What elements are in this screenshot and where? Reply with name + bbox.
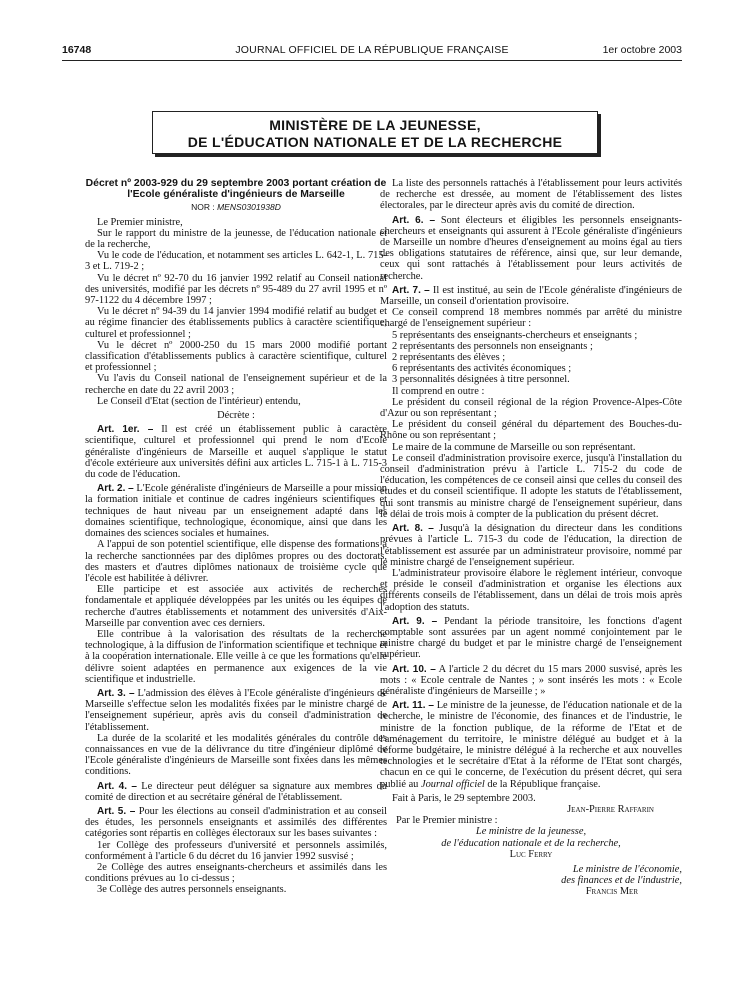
- article-3: [85, 688, 387, 733]
- done-at: Fait à Paris, le 29 septembre 2003.: [392, 792, 536, 804]
- signature-minister: Luc Ferry: [509, 848, 553, 860]
- minister-title: des finances et de l'industrie,: [561, 875, 682, 887]
- left-column: [85, 178, 387, 896]
- list-item: 2 représentants des élèves ;: [392, 352, 506, 364]
- article-4: [85, 781, 387, 803]
- visa: Vu le décret nº 92-70 du 16 janvier 1992 relatif au Conseil national des universités, modifié par les décrets nº 95-489 du 27 avril 1995 et nº 97-1122 du 4 décembre 1997 ;: [85, 272, 387, 307]
- right-column: [380, 178, 682, 898]
- paragraph: Elle participe et est associée aux activités de recherches fondamentale et appliquée développées par les unités ou les équipes de recherche d'autres établissements et notamment des universités d'Aix-Marseille par convention avec ces derniers.: [85, 584, 387, 629]
- article-text: L'admission des élèves à l'Ecole généraliste d'ingénieurs de Marseille s'effectue selon les modalités fixées par le ministre chargé de l'enseignement supérieur, après avis du conseil d'administration de l'établissement.: [85, 687, 387, 733]
- article-text: Jusqu'à la désignation du directeur dans les conditions prévues à l'article L. 715-3 du code de l'éducation, la direction de l'établissement est assurée par un administrateur provisoire, nommé par le ministre chargé de l'enseignement supérieur.: [380, 523, 683, 568]
- article-label: Art. 9. –: [392, 615, 438, 627]
- nor-code: MENS0301938D: [217, 202, 281, 213]
- article-text-end: de la République française.: [487, 778, 601, 790]
- ministry-line-1: MINISTÈRE DE LA JEUNESSE,: [269, 117, 481, 133]
- article-label: Art. 10. –: [392, 663, 436, 675]
- article-label: Art. 8. –: [392, 523, 434, 535]
- ministry-line-2: DE L'ÉDUCATION NATIONALE ET DE LA RECHERCHE: [187, 134, 563, 150]
- article-text: A l'article 2 du décret du 15 mars 2000 susvisé, après les mots : « Ecole centrale de Nantes ; » sont insérés les mots : « Ecole généraliste d'ingénieurs de Marseille ; »: [380, 663, 683, 697]
- article-label: Art. 4. –: [97, 780, 137, 792]
- visa: Vu le code de l'éducation, et notamment ses articles L. 642-1, L. 715-3 et L. 719-2 ;: [85, 250, 387, 273]
- article-2: [85, 483, 387, 539]
- journal-title: JOURNAL OFFICIEL DE LA RÉPUBLIQUE FRANÇAISE: [235, 44, 509, 56]
- article-text: Pendant la période transitoire, les fonctions d'agent comptable sont assurées par un agent nommé conjointement par le ministre chargé du budget et par le ministre chargé de l'enseignement supérieur.: [380, 615, 682, 661]
- minister-title: Le ministre de la jeunesse,: [475, 826, 587, 838]
- article-text: Il est institué, au sein de l'Ecole généraliste d'ingénieurs de Marseille, un conseil d'orientation provisoire.: [380, 284, 682, 308]
- page-header: [62, 44, 682, 60]
- intro: Le Premier ministre,: [97, 216, 183, 228]
- article-text: Sont électeurs et éligibles les personnels enseignants-chercheurs et enseignants qui assurent à l'Ecole généraliste d'ingénieurs de Marseille un nombre d'heures d'enseignement au moins égal au tiers des obligations statutaires de référence, ainsi que, sur leur demande, ceux qui sont rattachés à l'établissement pour leurs activités de recherche.: [380, 214, 683, 282]
- article-label: Art. 1er. –: [97, 424, 154, 436]
- article-10: [380, 664, 682, 698]
- article-9: [380, 616, 682, 661]
- decrete-heading: Décrète :: [217, 410, 255, 422]
- visa: Le Conseil d'Etat (section de l'intérieur) entendu,: [97, 395, 301, 407]
- journal-name: Journal officiel: [421, 778, 485, 790]
- article-label: Art. 5. –: [97, 805, 136, 817]
- header-rule: [62, 60, 682, 61]
- article-text: Pour les élections au conseil d'administration et au conseil des études, les personnels enseignants et assimilés des différentes catégories sont répartis en collèges électoraux sur les bases suivantes :: [85, 805, 388, 840]
- paragraph: Le président du conseil régional de la région Provence-Alpes-Côte d'Azur ou son représentant ;: [380, 396, 682, 420]
- article-text: L'Ecole généraliste d'ingénieurs de Marseille a pour mission la formation initiale et continue de cadres ingénieurs scientifiques et techniques de haut niveau par un enseignement adapté dans les domaines scientifique, technologique, économique, ainsi que dans les domaines des sciences sociales et humaines.: [85, 483, 387, 540]
- visa: Vu le décret nº 94-39 du 14 janvier 1994 modifié relatif au budget et au régime financier des établissements publics à caractère scientifique, culturel et professionnel ;: [85, 306, 387, 340]
- page-number: 16748: [62, 44, 92, 56]
- visa: Vu l'avis du Conseil national de l'enseignement supérieur et de la recherche en date du 22 avril 2003 ;: [85, 373, 387, 396]
- ministry-box: [152, 111, 598, 154]
- list-item: 2 représentants des personnels non enseignants ;: [392, 340, 593, 352]
- article-8: [380, 523, 682, 568]
- article-1: [85, 424, 387, 480]
- list-item: 5 représentants des enseignants-chercheurs et enseignants ;: [392, 329, 638, 341]
- article-5: [85, 806, 387, 840]
- minister-title: de l'éducation nationale et de la recherche,: [441, 837, 621, 849]
- college-item: 1er Collège des professeurs d'université et personnels assimilés, conformément à l'article 6 du décret du 16 janvier 1992 susvisé ;: [85, 839, 387, 862]
- minister-title: Le ministre de l'économie,: [572, 863, 682, 875]
- paragraph: Le maire de la commune de Marseille ou son représentant.: [392, 441, 636, 453]
- college-item: 2e Collège des autres enseignants-chercheurs et assimilés dans les conditions prévues au 1o ci-dessus ;: [85, 861, 387, 885]
- paragraph: A l'appui de son potentiel scientifique, elle dispense des formations à la recherche sanctionnées par des diplômes propres ou des doctorats, des masters et d'autres diplômes nationaux de troisième cycle que l'école est habilitée à délivrer.: [85, 539, 387, 584]
- visa: Vu le décret nº 2000-250 du 15 mars 2000 modifié portant classification d'établissements publics à caractère scientifique, culturel et professionnel ;: [85, 339, 387, 374]
- article-6: [380, 215, 682, 282]
- article-label: Art. 7. –: [392, 284, 430, 296]
- decree-title: Décret nº 2003-929 du 29 septembre 2003 portant création de l'Ecole généraliste d'ingénieurs de Marseille: [85, 178, 387, 201]
- article-label: Art. 2. –: [97, 483, 134, 495]
- paragraph: Il comprend en outre :: [392, 385, 485, 397]
- paragraph: Le conseil d'administration provisoire exerce, jusqu'à l'installation du conseil d'administration prévu à l'article L. 715-2 du code de l'éducation, les compétences de ce conseil ainsi que celles du conseil des études et du conseil scientifique. Il adopte les statuts de l'établissement, qui sont transmis au ministre chargé de l'enseignement supérieur, dans le délai de trois mois à compter de la publication du présent décret.: [380, 452, 682, 520]
- article-text: Le ministre de la jeunesse, de l'éducation nationale et de la recherche, le ministre de l'économie, des finances et de l'industrie, le ministre de la fonction publique, de la réforme de l'Etat et de l'aménagement du territoire, le ministre délégué au budget et à la réforme budgétaire, le ministre délégué à la recherche et aux nouvelles technologies et le secrétaire d'Etat à la réforme de l'Etat sont chargés, chacun en ce qui le concerne, de l'exécution du présent décret, qui sera publié au: [380, 700, 682, 790]
- list-item: 6 représentants des activités économiques ;: [392, 363, 572, 375]
- article-label: Art. 6. –: [392, 214, 436, 226]
- college-item: 3e Collège des autres personnels enseignants.: [97, 884, 287, 896]
- issue-date: 1er octobre 2003: [602, 44, 682, 56]
- article-11: [380, 700, 682, 790]
- article-label: Art. 11. –: [392, 700, 434, 712]
- nor-label: NOR :: [191, 202, 215, 213]
- by-pm: Par le Premier ministre :: [396, 815, 498, 827]
- list-item: 3 personnalités désignées à titre personnel.: [392, 374, 570, 386]
- visa: Sur le rapport du ministre de la jeunesse, de l'éducation nationale et de la recherche,: [85, 227, 387, 251]
- signature-pm: Jean-Pierre Raffarin: [567, 803, 654, 815]
- paragraph: L'administrateur provisoire élabore le règlement intérieur, convoque et préside le conseil d'administration et organise les élections aux différents conseils de l'établissement, dans un délai de trois mois après l'adoption des statuts.: [380, 567, 682, 613]
- paragraph: La durée de la scolarité et les modalités générales du contrôle des connaissances en vue de la délivrance du titre d'ingénieur diplômé de l'Ecole généraliste d'ingénieurs de Marseille sont fixées dans les mêmes conditions.: [85, 732, 387, 778]
- paragraph: Le président du conseil général du département des Bouches-du-Rhône ou son représentant ;: [380, 419, 682, 442]
- paragraph: La liste des personnels rattachés à l'établissement pour leurs activités de recherche est dressée, au moment de l'établissement des listes électorales, par le directeur après avis du comité de direction.: [380, 178, 682, 212]
- paragraph: Ce conseil comprend 18 membres nommés par arrêté du ministre chargé de l'enseignement supérieur :: [380, 307, 682, 330]
- article-text: Le directeur peut déléguer sa signature aux membres du comité de direction et au secrétaire général de l'établissement.: [85, 780, 387, 803]
- paragraph: Elle contribue à la valorisation des résultats de la recherche technologique, à la diffusion de l'information scientifique et technique et à la coopération internationale. Elle veille à ce que les formations qu'elle délivre soient adaptées en permanence aux exigences de la vie scientifique et industrielle.: [85, 628, 387, 685]
- nor-reference: [85, 202, 387, 213]
- article-7: [380, 285, 682, 307]
- article-label: Art. 3. –: [97, 687, 135, 699]
- article-text: Il est créé un établissement public à caractère scientifique, culturel et professionnel qui prend le nom d'Ecole généraliste d'ingénieurs de Marseille et auquel s'applique le statut d'école extérieure aux universités défini aux articles L. 715-1 à L. 715-3 du code de l'éducation.: [85, 424, 387, 481]
- signature-minister: Francis Mer: [585, 886, 638, 898]
